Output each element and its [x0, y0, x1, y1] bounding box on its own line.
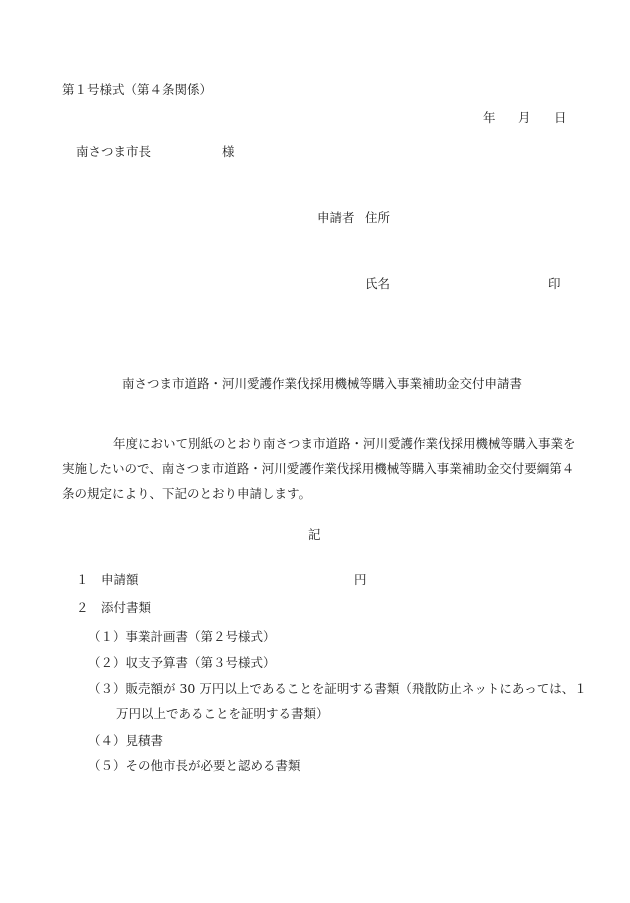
addressee-honorific: 様 — [222, 144, 235, 159]
attachment-1: （１）事業計画書（第２号様式） — [88, 629, 276, 644]
attachment-3-line-1: （３）販売額が 30 万円以上であることを証明する書類（飛散防止ネットにあっては、１ — [88, 681, 587, 696]
attachment-3-line-2: 万円以上であることを証明する書類） — [116, 706, 329, 721]
applicant-role-label: 申請者 — [317, 210, 355, 225]
applicant-name-label: 氏名 — [365, 276, 391, 291]
addressee-name: 南さつま市長 — [76, 144, 152, 159]
seal-label: 印 — [548, 276, 561, 291]
document-title: 南さつま市道路・河川愛護作業伐採用機械等購入事業補助金交付申請書 — [122, 376, 523, 391]
ki-heading: 記 — [308, 527, 321, 542]
item-1-number: １ — [76, 572, 89, 587]
item-1-unit: 円 — [354, 572, 367, 587]
date-month-label: 月 — [518, 110, 531, 125]
attachment-5: （５）その他市長が必要と認める書類 — [88, 758, 301, 773]
attachment-2: （２）収支予算書（第３号様式） — [88, 655, 276, 670]
body-line-2: 実施したいので、南さつま市道路・河川愛護作業伐採用機械等購入事業補助金交付要綱第４ — [62, 461, 575, 476]
item-2-label: 添付書類 — [101, 600, 152, 615]
body-line-3: 条の規定により、下記のとおり申請します。 — [62, 486, 312, 501]
applicant-address-label: 住所 — [365, 210, 391, 225]
attachment-4: （４）見積書 — [88, 733, 164, 748]
date-day-label: 日 — [554, 110, 567, 125]
form-number: 第１号様式（第４条関係） — [62, 82, 213, 97]
body-line-1: 年度において別紙のとおり南さつま市道路・河川愛護作業伐採用機械等購入事業を — [113, 436, 576, 451]
date-year-label: 年 — [483, 110, 496, 125]
item-1-label: 申請額 — [101, 572, 139, 587]
item-2-number: ２ — [76, 600, 89, 615]
